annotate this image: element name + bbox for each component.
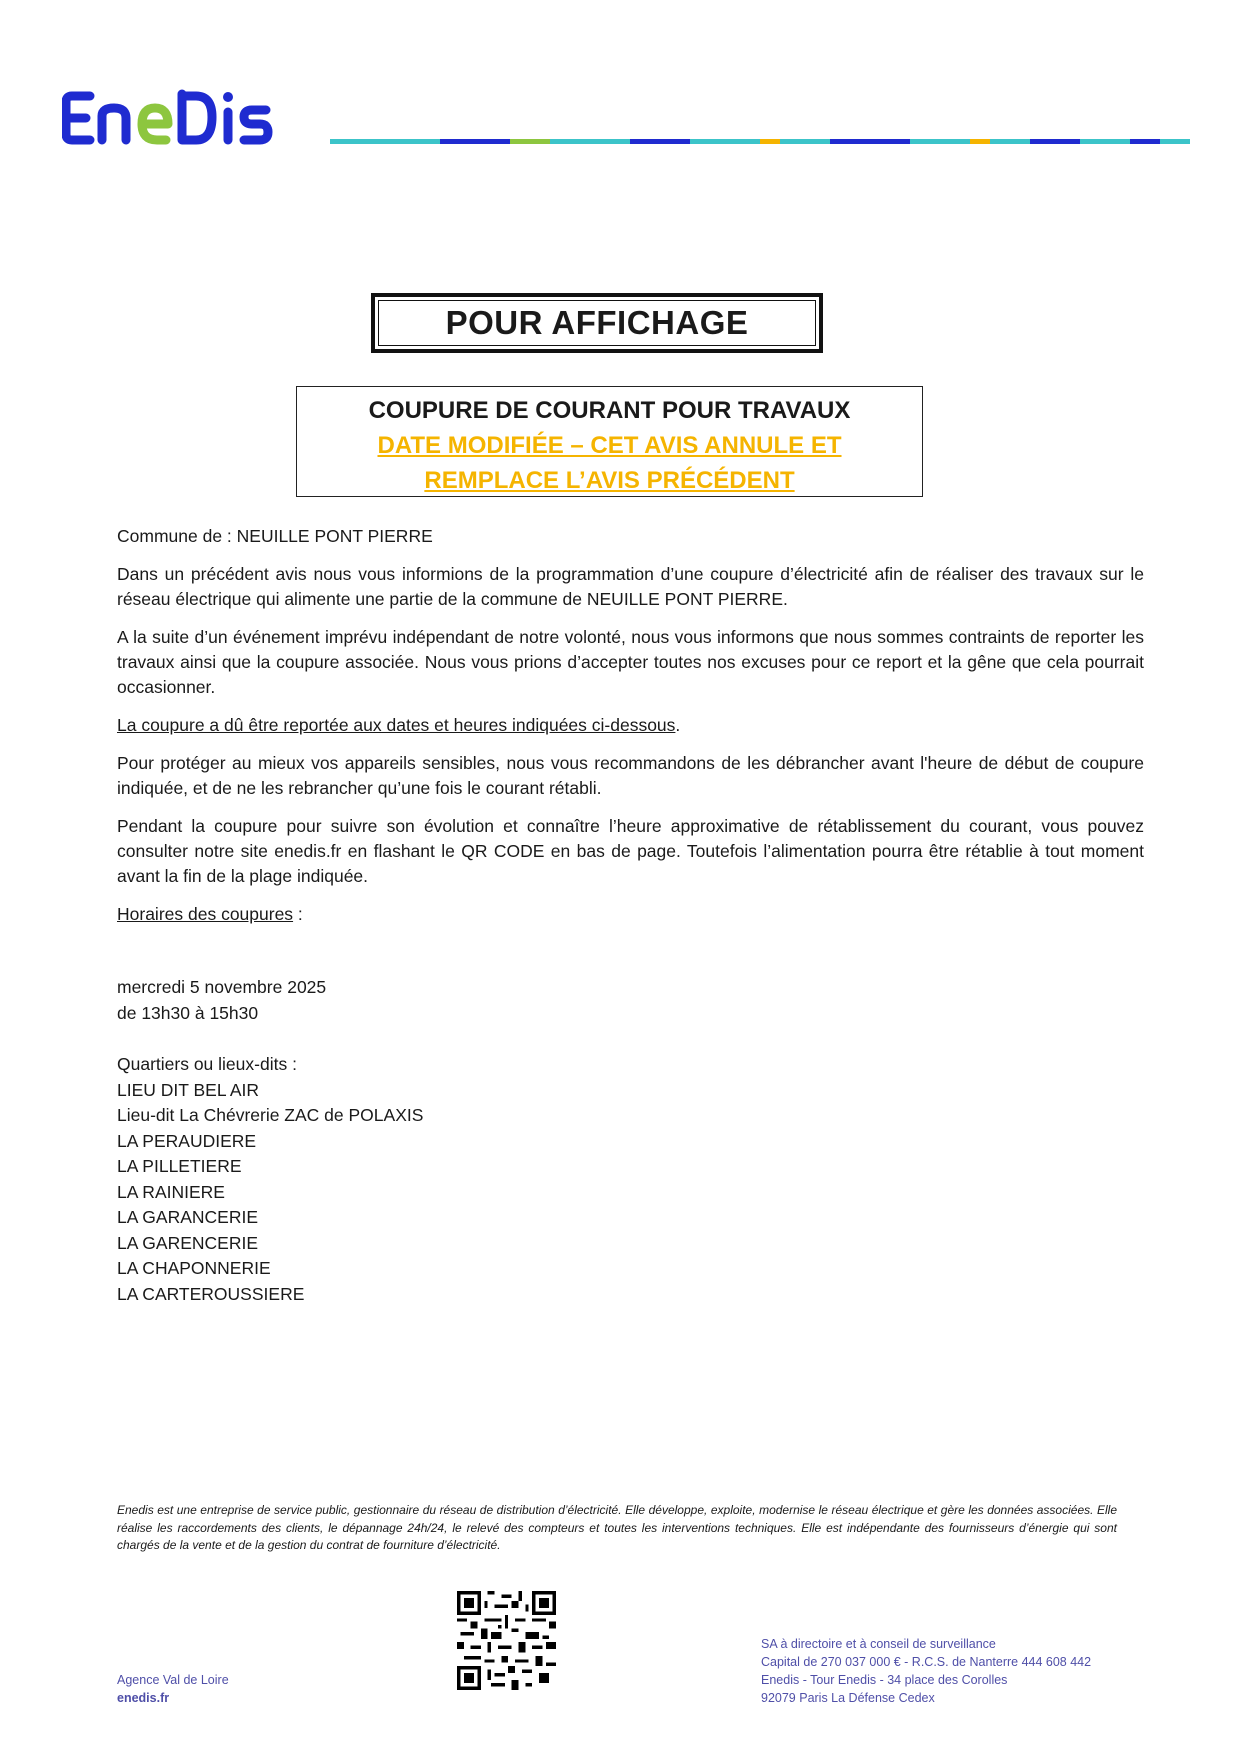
report-underlined-text: La coupure a dû être reportée aux dates et heures indiquées ci-dessous: [117, 715, 676, 735]
date-modified-warning: DATE MODIFIÉE – CET AVIS ANNULE ET REMPLACE L’AVIS PRÉCÉDENT: [377, 432, 842, 494]
agency-block: [117, 1671, 229, 1707]
outage-title-box: [296, 386, 923, 497]
list-item: LA PILLETIERE: [117, 1156, 242, 1176]
notice-body: [117, 524, 1144, 1307]
corp-line: Capital de 270 037 000 € - R.C.S. de Nanterre 444 608 442: [761, 1655, 1092, 1669]
corp-line: Enedis - Tour Enedis - 34 place des Corolles: [761, 1673, 1008, 1687]
commune-line: Commune de : NEUILLE PONT PIERRE: [117, 526, 433, 546]
schedule-time: de 13h30 à 15h30: [117, 1002, 259, 1023]
paragraph-postponement: A la suite d’un événement imprévu indépendant de notre volonté, nous vous informons que nous sommes contraints de reporter les travaux ainsi que la coupure associée. Nous vous prions d’accepter toutes nos excuses pour ce report et la gêne que cela pourrait occasionner.: [117, 627, 1144, 697]
display-notice-box: [371, 293, 823, 353]
corp-line: 92079 Paris La Défense Cedex: [761, 1691, 935, 1705]
paragraph-report: [117, 713, 1144, 738]
list-item: LA PERAUDIERE: [117, 1130, 257, 1151]
places-label: Quartiers ou lieux-dits :: [117, 1054, 297, 1074]
list-item: Lieu-dit La Chévrerie ZAC de POLAXIS: [117, 1105, 424, 1125]
places-list: [117, 1052, 1144, 1307]
horaires-suffix: :: [293, 904, 303, 924]
legal-notice: Enedis est une entreprise de service public, gestionnaire du réseau de distribution d’électricité. Elle développe, exploite, modernise le réseau électrique et gère les données associées. Elle réalise les raccordements des clients, le dépannage 24h/24, le relevé des compteurs et toutes les interventions techniques. Elle est indépendante des fournisseurs d’énergie qui sont chargés de la vente et de la gestion du contrat de fourniture d’électricité.: [117, 1503, 1117, 1552]
agency-name: Agence Val de Loire: [117, 1673, 229, 1687]
corp-line: SA à directoire et à conseil de surveillance: [761, 1637, 996, 1651]
paragraph-previous-notice: Dans un précédent avis nous vous informions de la programmation d’une coupure d’électricité afin de réaliser des travaux sur le réseau électrique qui alimente une partie de la commune de NEUILLE PONT PIERRE.: [117, 564, 1144, 609]
list-item: LIEU DIT BEL AIR: [117, 1079, 259, 1100]
schedule-date: mercredi 5 novembre 2025: [117, 977, 327, 997]
list-item: LA RAINIERE: [117, 1181, 225, 1202]
display-notice-label: POUR AFFICHAGE: [445, 304, 749, 341]
paragraph-qr-info: Pendant la coupure pour suivre son évolution et connaître l’heure approximative de rétablissement du courant, vous pouvez consulter notre site enedis.fr en flashant le QR CODE en bas de page. Toutefois l’alimentation pourra être rétablie à tout moment avant la fin de la plage indiquée.: [117, 816, 1144, 886]
report-end: .: [675, 715, 681, 735]
corporate-info: [761, 1635, 1091, 1707]
list-item: LA GARENCERIE: [117, 1232, 259, 1253]
paragraph-appliances: Pour protéger au mieux vos appareils sensibles, nous vous recommandons de les débrancher avant l'heure de début de coupure indiquée, et de ne les rebrancher qu’une fois le courant rétabli.: [117, 753, 1144, 798]
horaires-heading: [117, 902, 1144, 927]
qr-code-icon[interactable]: [457, 1591, 556, 1690]
enedis-logo: [62, 88, 324, 148]
horaires-label: Horaires des coupures: [117, 904, 294, 924]
outage-title: COUPURE DE COURANT POUR TRAVAUX: [368, 397, 851, 424]
list-item: LA GARANCERIE: [117, 1207, 259, 1227]
schedule: [117, 975, 1144, 1026]
list-item: LA CHAPONNERIE: [117, 1258, 271, 1278]
list-item: LA CARTEROUSSIERE: [117, 1283, 305, 1304]
header-color-rule: [330, 139, 1190, 144]
website-link[interactable]: enedis.fr: [117, 1691, 170, 1705]
